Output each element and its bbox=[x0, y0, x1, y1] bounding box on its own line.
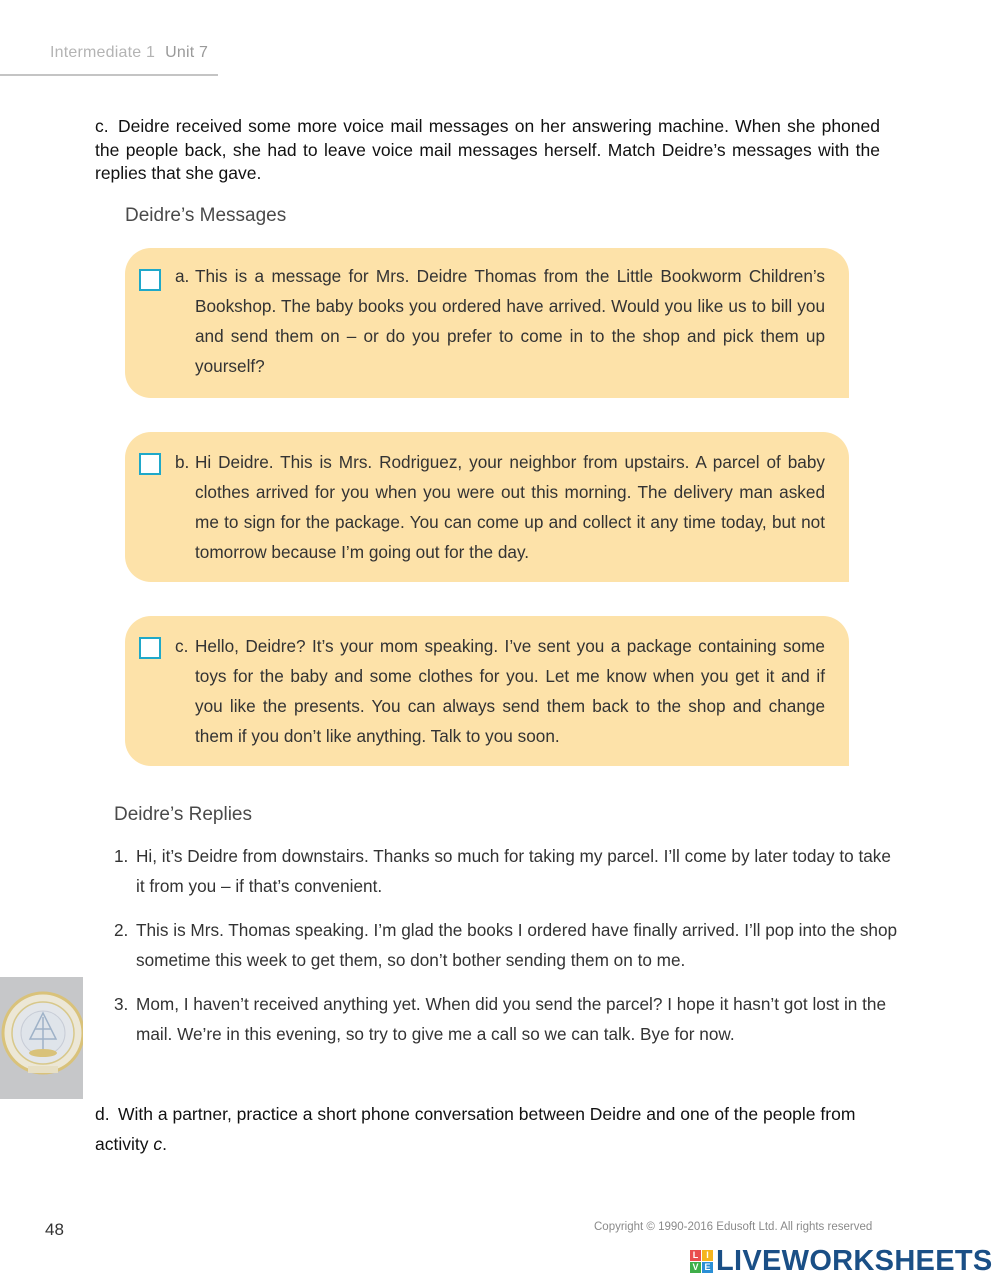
page-number: 48 bbox=[45, 1220, 64, 1239]
liveworksheets-logo-icon: L I V E bbox=[690, 1250, 713, 1273]
reply-text-1: Hi, it’s Deidre from downstairs. Thanks so much for taking my parcel. I’ll come by later today to take it from you – if that’s convenient. bbox=[136, 846, 891, 896]
answer-checkbox-a[interactable] bbox=[139, 269, 161, 291]
activity-c-instruction bbox=[95, 115, 880, 186]
page-header bbox=[50, 44, 208, 62]
answer-checkbox-c[interactable] bbox=[139, 637, 161, 659]
header-divider bbox=[0, 74, 218, 76]
reply-number-2: 2. bbox=[114, 920, 129, 940]
reply-item-2 bbox=[114, 915, 902, 975]
activity-d-text: With a partner, practice a short phone conversation between Deidre and one of the people from activity bbox=[95, 1104, 856, 1154]
activity-d-marker: d. bbox=[95, 1104, 110, 1124]
reply-text-3: Mom, I haven’t received anything yet. When did you send the parcel? I hope it hasn’t got lost in the mail. We’re in this evening, so try to give me a call so we can talk. Bye for now. bbox=[136, 994, 887, 1044]
message-body-a: This is a message for Mrs. Deidre Thomas from the Little Bookworm Children’s Bookshop. The baby books you ordered have arrived. Would you like us to bill you and send them on – or do you prefer to come in to the shop and pick them up yourself? bbox=[195, 266, 825, 376]
reply-item-3 bbox=[114, 989, 902, 1049]
message-text-c bbox=[175, 631, 825, 751]
activity-d-instruction bbox=[95, 1099, 880, 1159]
reply-number-3: 3. bbox=[114, 994, 129, 1014]
message-card-b bbox=[125, 432, 849, 582]
activity-d-end: . bbox=[162, 1134, 167, 1154]
message-letter-a: a. bbox=[175, 266, 190, 286]
message-body-c: Hello, Deidre? It’s your mom speaking. I’ve sent you a package containing some toys for the baby and some clothes for you. Let me know when you get it and if you like the presents. You can always send them back to the shop and change them if you don’t like anything. Talk to you soon. bbox=[195, 636, 825, 746]
message-text-a bbox=[175, 261, 825, 381]
brand-name: LIVEWORKSHEETS bbox=[716, 1244, 993, 1277]
reply-text-2: This is Mrs. Thomas speaking. I’m glad the books I ordered have finally arrived. I’ll pop into the shop sometime this week to get them, so don’t bother sending them on to me. bbox=[136, 920, 898, 970]
liveworksheets-brand[interactable] bbox=[690, 1244, 993, 1278]
message-card-c bbox=[125, 616, 849, 766]
course-label: Intermediate 1 bbox=[50, 44, 156, 61]
messages-title: Deidre’s Messages bbox=[125, 205, 287, 226]
copyright-notice: Copyright © 1990-2016 Edusoft Ltd. All rights reserved bbox=[594, 1221, 873, 1233]
replies-title: Deidre’s Replies bbox=[114, 804, 252, 825]
activity-d-ref: c bbox=[153, 1134, 163, 1154]
message-body-b: Hi Deidre. This is Mrs. Rodriguez, your neighbor from upstairs. A parcel of baby clothes arrived for you when you were out this morning. The delivery man asked me to sign for the package. You can come up and collect it any time today, but not tomorrow because I’m going out for the day. bbox=[195, 452, 825, 562]
university-seal-image bbox=[0, 977, 83, 1099]
activity-c-marker: c. bbox=[95, 116, 109, 136]
message-text-b bbox=[175, 447, 825, 567]
reply-number-1: 1. bbox=[114, 846, 129, 866]
message-letter-c: c. bbox=[175, 636, 189, 656]
reply-item-1 bbox=[114, 841, 902, 901]
message-card-a bbox=[125, 248, 849, 398]
answer-checkbox-b[interactable] bbox=[139, 453, 161, 475]
seal-emblem-icon bbox=[0, 977, 83, 1099]
activity-c-text: Deidre received some more voice mail messages on her answering machine. When she phoned the people back, she had to leave voice mail messages herself. Match Deidre’s messages with the replies that she gave. bbox=[95, 116, 880, 183]
message-letter-b: b. bbox=[175, 452, 190, 472]
unit-label: Unit 7 bbox=[165, 44, 209, 61]
